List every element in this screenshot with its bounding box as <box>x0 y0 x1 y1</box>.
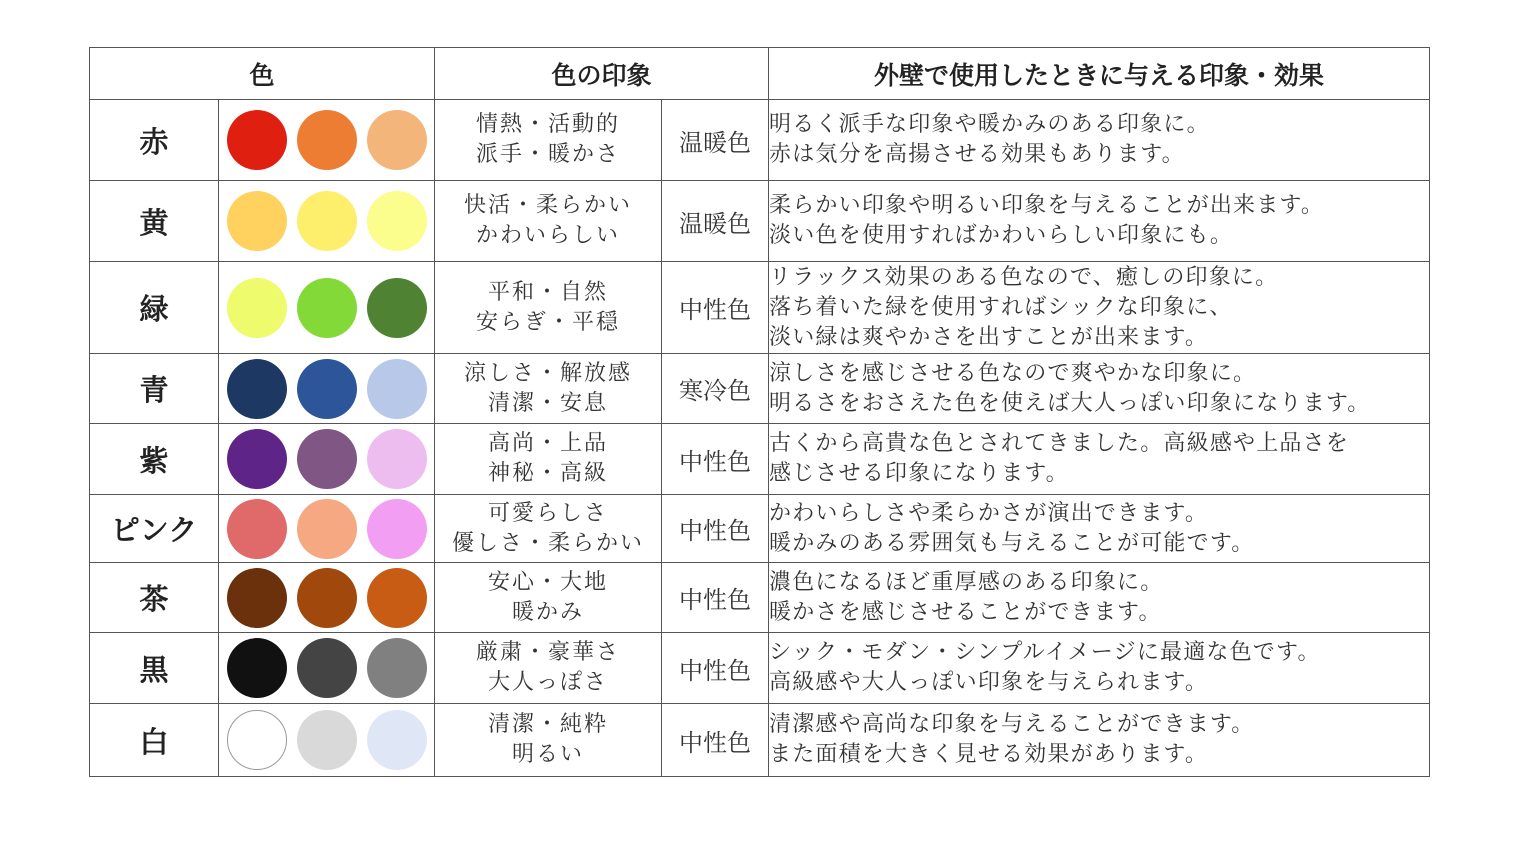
temperature-category: 中性色 <box>662 563 769 633</box>
table-row <box>90 424 1430 495</box>
temperature-category: 中性色 <box>662 704 769 777</box>
color-swatch <box>367 359 427 419</box>
color-name: 緑 <box>90 262 219 354</box>
color-swatch <box>297 191 357 251</box>
effect-line: 柔らかい印象や明るい印象を与えることが出来ます。 <box>769 193 1325 218</box>
impression-line: 暖かみ <box>512 599 585 625</box>
color-swatches <box>219 100 435 181</box>
color-swatches <box>219 633 435 704</box>
impression-line: 厳粛・豪華さ <box>476 640 621 665</box>
header-impression: 色の印象 <box>435 48 769 100</box>
impression-cell <box>435 262 662 354</box>
impression-line: 優しさ・柔らかい <box>452 530 645 556</box>
color-swatch <box>227 710 287 770</box>
impression-cell <box>435 495 662 563</box>
header-row <box>90 48 1430 100</box>
color-name: 黄 <box>90 181 219 262</box>
effect-line: 高級感や大人っぽい印象を与えられます。 <box>769 670 1209 695</box>
temperature-category: 寒冷色 <box>662 354 769 424</box>
header-effect: 外壁で使用したときに与える印象・効果 <box>769 48 1430 100</box>
table-row <box>90 633 1430 704</box>
effect-line: かわいらしさや柔らかさが演出できます。 <box>769 500 1209 526</box>
color-swatch <box>297 110 357 170</box>
impression-cell <box>435 100 662 181</box>
color-name: 青 <box>90 354 219 424</box>
impression-line: 清潔・安息 <box>488 390 609 416</box>
color-name: ピンク <box>90 495 219 563</box>
effect-cell <box>769 354 1430 424</box>
effect-line: 明るく派手な印象や暖かみのある印象に。 <box>769 112 1210 137</box>
effect-cell <box>769 262 1430 354</box>
effect-line: 暖かみのある雰囲気も与えることが可能です。 <box>769 530 1255 556</box>
effect-cell <box>769 100 1430 181</box>
color-swatch <box>227 278 287 338</box>
color-swatches <box>219 181 435 262</box>
color-swatch <box>297 638 357 698</box>
effect-line: 暖かさを感じさせることができます。 <box>769 599 1162 625</box>
effect-cell <box>769 424 1430 495</box>
table-row <box>90 563 1430 633</box>
impression-line: 清潔・純粋 <box>488 712 609 737</box>
impression-line: 明るい <box>512 742 585 767</box>
effect-line: 落ち着いた緑を使用すればシックな印象に、 <box>769 294 1233 320</box>
impression-line: 神秘・高級 <box>488 461 609 486</box>
color-swatch <box>367 568 427 628</box>
impression-line: 可愛らしさ <box>488 500 609 526</box>
color-name: 茶 <box>90 563 219 633</box>
impression-line: 平和・自然 <box>488 279 609 305</box>
table-row <box>90 495 1430 563</box>
impression-cell <box>435 563 662 633</box>
table-row <box>90 181 1430 262</box>
color-swatch <box>367 110 427 170</box>
color-impression-table <box>89 47 1430 777</box>
color-swatch <box>297 710 357 770</box>
temperature-category: 中性色 <box>662 262 769 354</box>
header-color: 色 <box>90 48 435 100</box>
temperature-category: 中性色 <box>662 633 769 704</box>
effect-cell <box>769 563 1430 633</box>
color-name: 白 <box>90 704 219 777</box>
color-swatch <box>297 499 357 559</box>
color-swatch <box>297 278 357 338</box>
color-swatches <box>219 563 435 633</box>
color-swatches <box>219 495 435 563</box>
effect-line: また面積を大きく見せる効果があります。 <box>769 742 1209 767</box>
effect-line: 濃色になるほど重厚感のある印象に。 <box>769 569 1164 595</box>
impression-line: かわいらしい <box>476 223 621 248</box>
temperature-category: 中性色 <box>662 495 769 563</box>
color-swatches <box>219 262 435 354</box>
color-swatches <box>219 354 435 424</box>
impression-cell <box>435 633 662 704</box>
impression-line: 安らぎ・平穏 <box>476 309 621 335</box>
effect-line: 赤は気分を高揚させる効果もあります。 <box>769 142 1185 167</box>
temperature-category: 中性色 <box>662 424 769 495</box>
color-swatch <box>297 359 357 419</box>
effect-line: 感じさせる印象になります。 <box>769 461 1069 486</box>
color-swatch <box>227 638 287 698</box>
impression-line: 高尚・上品 <box>488 431 609 456</box>
effect-cell <box>769 633 1430 704</box>
impression-line: 情熱・活動的 <box>476 112 621 137</box>
color-swatch <box>227 359 287 419</box>
color-swatch <box>227 191 287 251</box>
impression-cell <box>435 181 662 262</box>
color-swatch <box>297 568 357 628</box>
impression-line: 安心・大地 <box>488 569 609 595</box>
table-row <box>90 354 1430 424</box>
effect-line: 淡い色を使用すればかわいらしい印象にも。 <box>769 223 1234 248</box>
color-swatch <box>297 429 357 489</box>
color-swatch <box>367 710 427 770</box>
impression-line: 涼しさ・解放感 <box>464 360 633 386</box>
color-swatches <box>219 704 435 777</box>
impression-line: 快活・柔らかい <box>464 193 633 218</box>
temperature-category: 温暖色 <box>662 100 769 181</box>
effect-cell <box>769 704 1430 777</box>
color-swatch <box>227 429 287 489</box>
table-body <box>90 100 1430 777</box>
effect-cell <box>769 495 1430 563</box>
effect-line: 明るさをおさえた色を使えば大人っぽい印象になります。 <box>769 390 1371 416</box>
color-swatch <box>227 499 287 559</box>
color-swatch <box>367 191 427 251</box>
impression-cell <box>435 424 662 495</box>
effect-line: 淡い緑は爽やかさを出すことが出来ます。 <box>769 324 1209 350</box>
table-row <box>90 704 1430 777</box>
color-swatch <box>367 429 427 489</box>
temperature-category: 温暖色 <box>662 181 769 262</box>
color-swatch <box>367 638 427 698</box>
color-name: 黒 <box>90 633 219 704</box>
effect-line: 涼しさを感じさせる色なので爽やかな印象に。 <box>769 360 1257 386</box>
color-swatch <box>367 278 427 338</box>
effect-line: 古くから高貴な色とされてきました。高級感や上品さを <box>769 431 1350 456</box>
effect-line: シック・モダン・シンプルイメージに最適な色です。 <box>769 640 1321 665</box>
effect-line: 清潔感や高尚な印象を与えることができます。 <box>769 712 1255 737</box>
impression-cell <box>435 704 662 777</box>
color-swatch <box>227 110 287 170</box>
impression-line: 派手・暖かさ <box>476 142 621 167</box>
impression-line: 大人っぽさ <box>488 670 609 695</box>
effect-line: リラックス効果のある色なので、癒しの印象に。 <box>769 264 1279 290</box>
color-swatches <box>219 424 435 495</box>
color-swatch <box>367 499 427 559</box>
color-name: 紫 <box>90 424 219 495</box>
table-row <box>90 262 1430 354</box>
color-name: 赤 <box>90 100 219 181</box>
table-row <box>90 100 1430 181</box>
color-swatch <box>227 568 287 628</box>
impression-cell <box>435 354 662 424</box>
effect-cell <box>769 181 1430 262</box>
